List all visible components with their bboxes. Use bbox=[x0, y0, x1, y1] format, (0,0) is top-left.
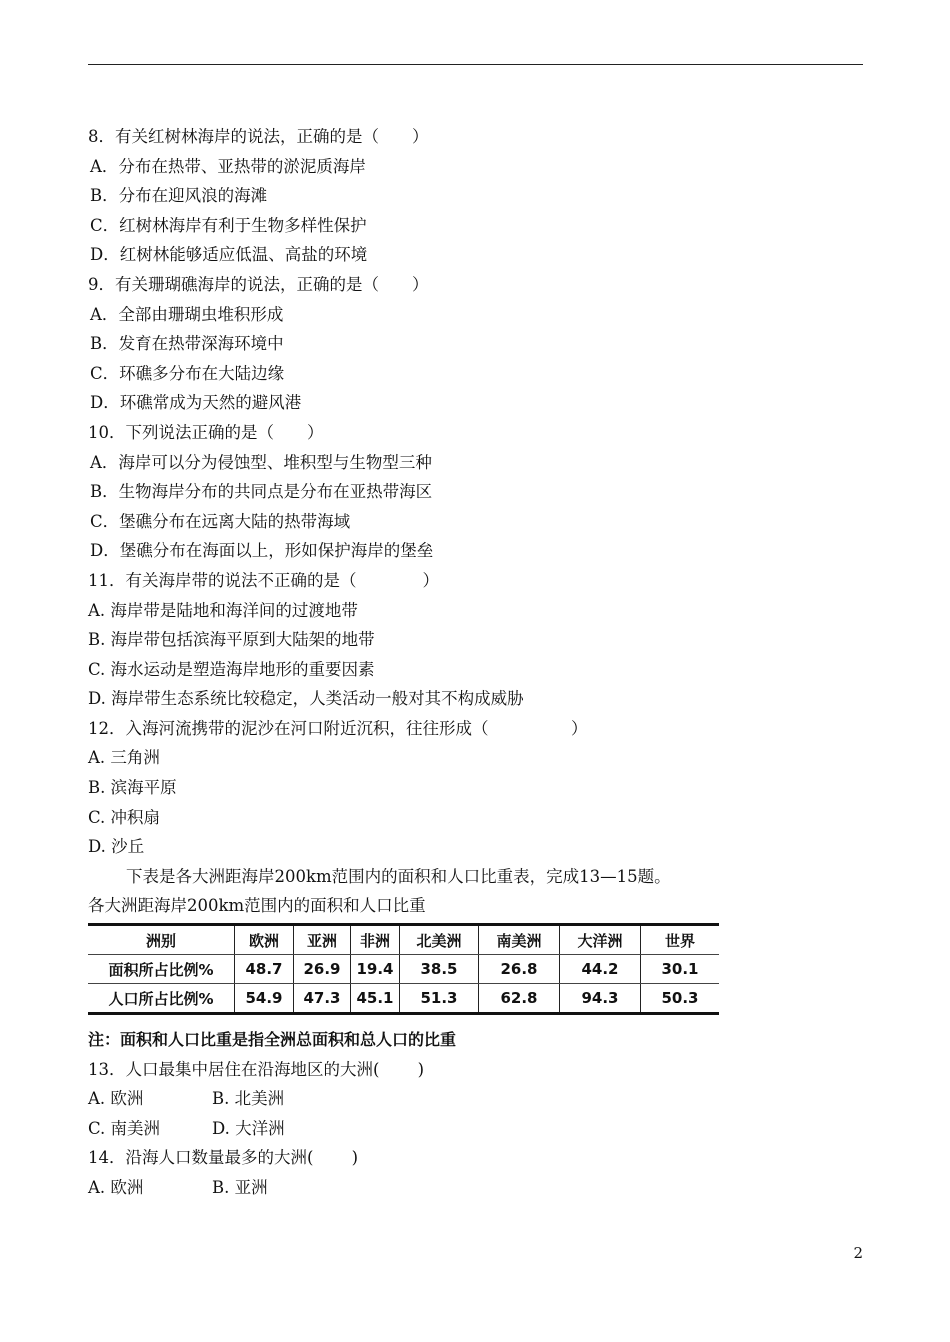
table-header-row bbox=[88, 925, 719, 955]
option-8a: A．分布在热带、亚热带的淤泥质海岸 bbox=[90, 156, 366, 176]
option-11c: C. 海水运动是塑造海岸地形的重要因素 bbox=[88, 659, 375, 679]
table-cell: 38.5 bbox=[400, 955, 479, 984]
table-header-cell: 非洲 bbox=[351, 925, 400, 955]
option-8c: C．红树林海岸有利于生物多样性保护 bbox=[90, 215, 367, 235]
question-14: 14．沿海人口数量最多的大洲( ) bbox=[88, 1148, 359, 1168]
table-cell: 26.9 bbox=[294, 955, 351, 984]
table-cell: 51.3 bbox=[400, 984, 479, 1014]
option-12c: C. 冲积扇 bbox=[88, 807, 161, 827]
table-cell: 面积所占比例% bbox=[88, 955, 235, 984]
option-12b: B. 滨海平原 bbox=[88, 778, 177, 798]
table-cell: 94.3 bbox=[560, 984, 641, 1014]
option-10b: B．生物海岸分布的共同点是分布在亚热带海区 bbox=[90, 482, 433, 502]
table-cell: 62.8 bbox=[479, 984, 560, 1014]
option-14b: B. 亚洲 bbox=[212, 1178, 268, 1197]
option-9a: A．全部由珊瑚虫堆积形成 bbox=[90, 304, 284, 324]
page-number: 2 bbox=[853, 1244, 863, 1262]
option-13b: B. 北美洲 bbox=[212, 1089, 285, 1109]
option-10c: C．堡礁分布在远离大陆的热带海域 bbox=[90, 511, 351, 531]
question-13: 13．人口最集中居住在沿海地区的大洲( ) bbox=[88, 1059, 425, 1079]
table-caption: 各大洲距海岸200km范围内的面积和人口比重 bbox=[88, 896, 426, 916]
option-10d: D．堡礁分布在海面以上，形如保护海岸的堡垒 bbox=[90, 541, 434, 561]
table-cell: 30.1 bbox=[641, 955, 720, 984]
table-header-cell: 亚洲 bbox=[294, 925, 351, 955]
option-12a: A. 三角洲 bbox=[88, 748, 160, 768]
option-8b: B．分布在迎风浪的海滩 bbox=[90, 186, 268, 206]
header-rule bbox=[88, 64, 863, 65]
option-13a: A. 欧洲 bbox=[88, 1089, 144, 1109]
question-11: 11．有关海岸带的说法不正确的是（ ） bbox=[88, 570, 439, 590]
table-cell: 人口所占比例% bbox=[88, 984, 235, 1014]
options-13-row1 bbox=[88, 1084, 868, 1114]
table-header-cell: 欧洲 bbox=[235, 925, 294, 955]
option-9d: D．环礁常成为天然的避风港 bbox=[90, 393, 302, 413]
option-10a: A．海岸可以分为侵蚀型、堆积型与生物型三种 bbox=[90, 452, 432, 472]
table-cell: 44.2 bbox=[560, 955, 641, 984]
option-13c: C. 南美洲 bbox=[88, 1118, 161, 1138]
table-header-cell: 南美洲 bbox=[479, 925, 560, 955]
table-header-cell: 世界 bbox=[641, 925, 720, 955]
option-11b: B. 海岸带包括滨海平原到大陆架的地带 bbox=[88, 630, 375, 650]
table-row bbox=[88, 984, 719, 1014]
question-9: 9．有关珊瑚礁海岸的说法，正确的是（ ） bbox=[88, 274, 429, 294]
option-11a: A. 海岸带是陆地和海洋间的过渡地带 bbox=[88, 600, 358, 620]
table-cell: 45.1 bbox=[351, 984, 400, 1014]
coastal-ratio-table bbox=[88, 923, 719, 1015]
options-13-row2 bbox=[88, 1114, 868, 1144]
option-9b: B．发育在热带深海环境中 bbox=[90, 334, 284, 354]
options-14-row1 bbox=[88, 1173, 868, 1203]
table-intro: 下表是各大洲距海岸200km范围内的面积和人口比重表，完成13—15题。 bbox=[126, 866, 671, 886]
option-11d: D. 海岸带生态系统比较稳定，人类活动一般对其不构成威胁 bbox=[88, 689, 524, 709]
option-12d: D. 沙丘 bbox=[88, 837, 145, 857]
question-10: 10．下列说法正确的是（ ） bbox=[88, 422, 324, 442]
table-row bbox=[88, 955, 719, 984]
table-header-cell: 洲别 bbox=[88, 925, 235, 955]
document-body bbox=[88, 122, 868, 1203]
table-header-cell: 大洋洲 bbox=[560, 925, 641, 955]
question-8: 8．有关红树林海岸的说法，正确的是（ ） bbox=[88, 127, 429, 146]
table-cell: 19.4 bbox=[351, 955, 400, 984]
option-9c: C．环礁多分布在大陆边缘 bbox=[90, 363, 285, 383]
table-cell: 47.3 bbox=[294, 984, 351, 1014]
question-12: 12．入海河流携带的泥沙在河口附近沉积，往往形成（ ） bbox=[88, 718, 588, 738]
table-header-cell: 北美洲 bbox=[400, 925, 479, 955]
table-cell: 50.3 bbox=[641, 984, 720, 1014]
table-cell: 54.9 bbox=[235, 984, 294, 1014]
option-13d: D. 大洋洲 bbox=[212, 1118, 285, 1138]
table-note: 注：面积和人口比重是指全洲总面积和总人口的比重 bbox=[88, 1030, 457, 1050]
table-cell: 48.7 bbox=[235, 955, 294, 984]
option-8d: D．红树林能够适应低温、高盐的环境 bbox=[90, 245, 368, 265]
option-14a: A. 欧洲 bbox=[88, 1178, 144, 1197]
table-cell: 26.8 bbox=[479, 955, 560, 984]
